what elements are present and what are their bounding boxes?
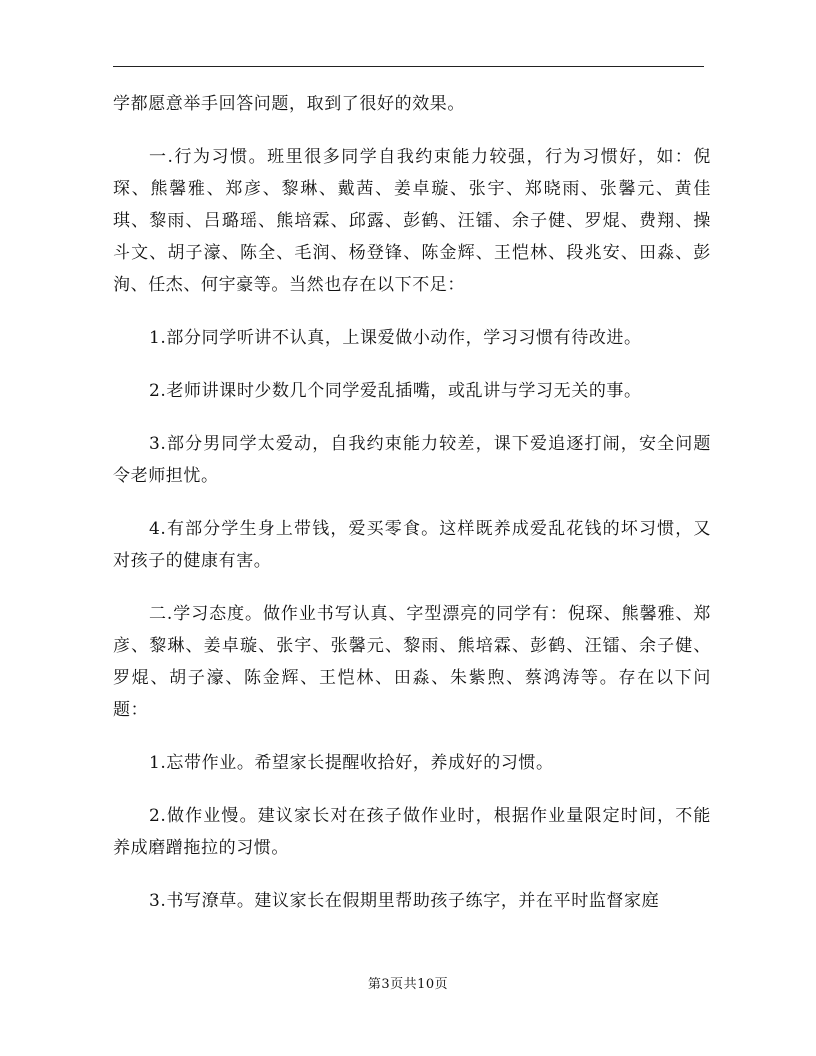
header-rule	[113, 66, 704, 67]
paragraph-learning-attitude: 二.学习态度。做作业书写认真、字型漂亮的同学有：倪琛、熊馨雅、郑彦、黎琳、姜卓璇、张宇、张馨元、黎雨、熊培霖、彭鹤、汪镭、余子健、罗焜、胡子濠、陈金辉、王恺林、田淼、朱紫煦、蔡鸿涛等。存在以下问题：	[113, 604, 711, 720]
page-number-footer: 第3页共10页	[367, 977, 449, 992]
list-item-behavior-1: 1.部分同学听讲不认真，上课爱做小动作，学习习惯有待改进。	[149, 328, 642, 348]
document-body	[113, 88, 711, 917]
list-item-attitude-3: 3.书写潦草。建议家长在假期里帮助孩子练字，并在平时监督家庭	[149, 891, 660, 911]
paragraph-continuation: 学都愿意举手回答问题，取到了很好的效果。	[113, 94, 465, 114]
paragraph-behavior-habits: 一.行为习惯。班里很多同学自我约束能力较强，行为习惯好，如：倪琛、熊馨雅、郑彦、黎琳、戴茜、姜卓璇、张宇、郑晓雨、张馨元、黄佳琪、黎雨、吕璐瑶、熊培霖、邱露、彭鹤、汪镭、余子健、罗焜、费翔、操斗文、胡子濠、陈全、毛润、杨登锋、陈金辉、王恺林、段兆安、田淼、彭洵、任杰、何宇豪等。当然也存在以下不足：	[113, 147, 711, 295]
list-item-attitude-2: 2.做作业慢。建议家长对在孩子做作业时，根据作业量限定时间，不能养成磨蹭拖拉的习惯。	[113, 806, 711, 858]
list-item-behavior-3: 3.部分男同学太爱动，自我约束能力较差，课下爱追逐打闹，安全问题令老师担忧。	[113, 434, 711, 486]
list-item-behavior-2: 2.老师讲课时少数几个同学爱乱插嘴，或乱讲与学习无关的事。	[149, 381, 642, 401]
list-item-attitude-1: 1.忘带作业。希望家长提醒收拾好，养成好的习惯。	[149, 753, 554, 773]
list-item-behavior-4: 4.有部分学生身上带钱，爱买零食。这样既养成爱乱花钱的坏习惯，又对孩子的健康有害。	[113, 519, 711, 571]
